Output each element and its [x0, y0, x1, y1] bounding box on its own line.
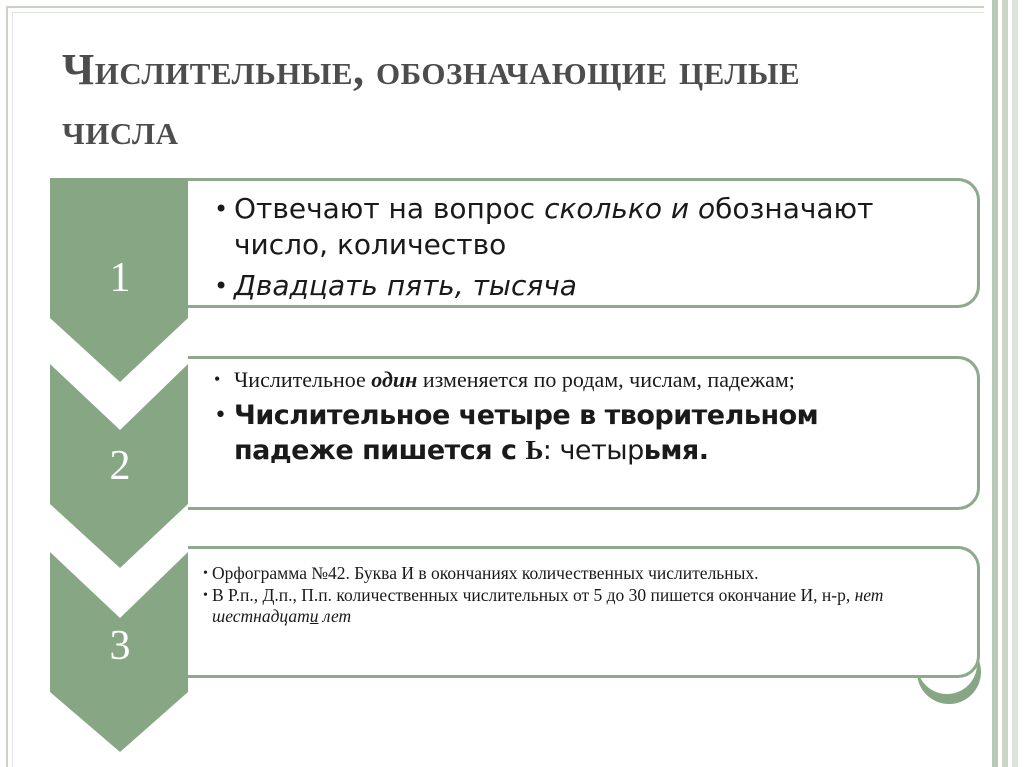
- step-2-box: [188, 356, 980, 510]
- step-3-box: [188, 546, 980, 678]
- step-3-bullet-1: • Орфограмма №42. Буква И в окончаниях количественных числительных.: [212, 563, 963, 584]
- step-2-bullet-2: • Числительное четыре в творительном падеже пишется с Ь: четырьмя.: [234, 398, 937, 468]
- step-1-bullet-2: • Двадцать пять, тысяча: [234, 268, 937, 304]
- step-3-number: 3: [109, 623, 131, 669]
- step-3-bullet-2: • В Р.п., Д.п., П.п. количественных числительных от 5 до 30 пишется окончание И, н-р, нет шестнадцати лет: [212, 585, 963, 627]
- step-1-box: [188, 178, 980, 308]
- step-2-number: 2: [109, 443, 131, 489]
- step-1-number: 1: [109, 255, 131, 301]
- step-1-bullet-1: • Отвечают на вопрос сколько и обозначают число, количество: [234, 191, 937, 263]
- step-2-bullet-1: • Числительное один изменяется по родам, числам, падежам;: [234, 365, 937, 394]
- slide-title: Числительные, обозначающие целые числа: [62, 45, 801, 154]
